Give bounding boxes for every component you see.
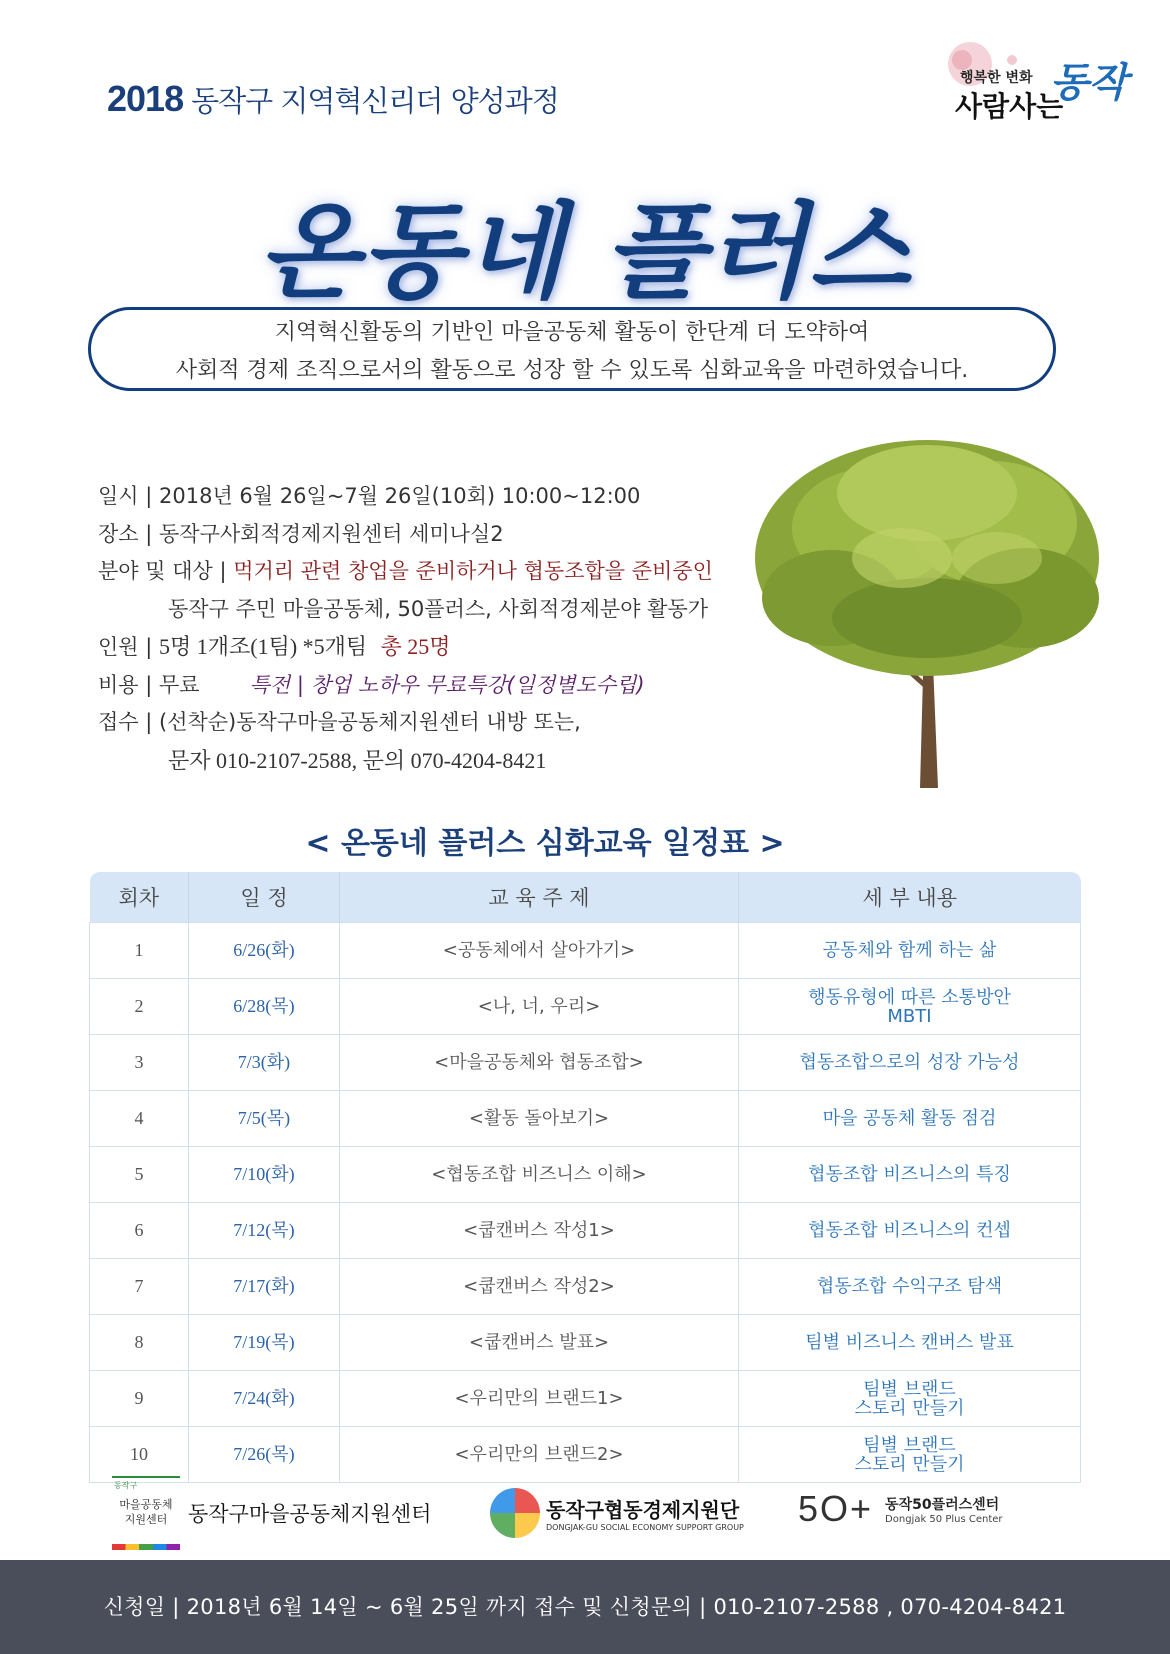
info-target [98,553,713,591]
course-name: 동작구 지역혁신리더 양성과정 [191,84,559,118]
row-topic: <나, 너, 우리> [340,979,739,1035]
row-topic: <쿱캔버스 작성2> [340,1259,739,1315]
row-round: 6 [90,1203,189,1259]
row-detail: 협동조합으로의 성장 가능성 [739,1035,1081,1091]
row-round: 4 [90,1091,189,1147]
row-date: 7/26(목) [189,1427,340,1483]
row-date: 7/3(화) [189,1035,340,1091]
row-round: 9 [90,1371,189,1427]
village-center-badge [112,1476,180,1550]
info-place [98,516,713,554]
intro-line-2: 사회적 경제 조직으로서의 활동으로 성장 할 수 있도록 심화교육을 마련하였습니다. [175,358,969,383]
coop-group-text [546,1494,744,1532]
header-detail: 세 부 내용 [739,872,1081,923]
intro-line-1: 지역혁신활동의 기반인 마을공동체 활동이 한단계 더 도약하여 [274,320,870,345]
table-row [90,923,1081,979]
row-topic: <쿱캔버스 작성1> [340,1203,739,1259]
tree-illustration [752,438,1112,788]
row-date: 7/5(목) [189,1091,340,1147]
row-round: 1 [90,923,189,979]
info-apply-label: 접수 | [98,710,159,734]
table-row [90,1259,1081,1315]
bottom-bar: 신청일 | 2018년 6월 14일 ~ 6월 25일 까지 접수 및 신청문의 | 010-2107-2588 , 070-4204-8421 [0,1560,1170,1654]
logo-brand-text: 동작 [1050,60,1128,106]
info-people [98,628,713,667]
info-cost [98,667,713,705]
coop-group-sub: DONGJAK-GU SOCIAL ECONOMY SUPPORT GROUP [546,1523,744,1532]
row-topic: <협동조합 비즈니스 이해> [340,1147,739,1203]
row-topic: <활동 돌아보기> [340,1091,739,1147]
row-detail: 협동조합 비즈니스의 특징 [739,1147,1081,1203]
logo-main-text: 사람사는 [955,90,1064,123]
footer-logos [110,1476,1070,1552]
row-round: 5 [90,1147,189,1203]
row-topic: <우리만의 브랜드1> [340,1371,739,1427]
schedule-title: < 온동네 플러스 심화교육 일정표 > [305,826,785,861]
row-topic: <마을공동체와 협동조합> [340,1035,739,1091]
intro-box [88,307,1056,391]
info-place-value: 동작구사회적경제지원센터 세미나실2 [159,521,504,546]
logo-small-text: 행복한 변화 [960,70,1033,86]
row-date: 6/26(화) [189,923,340,979]
row-detail: 협동조합 수익구조 탐색 [739,1259,1081,1315]
row-round: 8 [90,1315,189,1371]
info-cost-bonus: 특전 | 창업 노하우 무료특강(일정별도수립) [249,672,645,697]
info-people-value: 5명 1개조(1팀) *5개팀 [159,634,368,659]
main-title: 온동네 플러스 [258,191,912,313]
row-topic: <우리만의 브랜드2> [340,1427,739,1483]
50plus-mark: 5O+ [798,1488,874,1529]
header-topic: 교 육 주 제 [340,872,739,923]
row-date: 7/17(화) [189,1259,340,1315]
info-apply-value: (선착순)동작구마을공동체지원센터 내방 또는, [159,710,581,734]
row-round: 3 [90,1035,189,1091]
row-round: 2 [90,979,189,1035]
info-apply [98,704,713,742]
row-round: 7 [90,1259,189,1315]
info-cost-value: 무료 [159,672,200,697]
coop-group-mark [490,1488,540,1538]
info-date-label: 일시 | [98,484,159,508]
table-row [90,1371,1081,1427]
header-date: 일 정 [189,872,340,923]
table-row [90,979,1081,1035]
50plus-text [885,1494,1002,1525]
course-heading [107,78,559,120]
info-people-total: 총 25명 [380,634,451,659]
table-row [90,1147,1081,1203]
row-detail: 협동조합 비즈니스의 컨셉 [739,1203,1081,1259]
village-center-box: 마을공동체 지원센터 [119,1498,173,1526]
row-topic: <공동체에서 살아가기> [340,923,739,979]
logo-coop-group [490,1488,744,1538]
info-place-label: 장소 | [98,521,159,546]
row-detail: 공동체와 함께 하는 삶 [739,923,1081,979]
dongjak-logo [940,30,1140,140]
row-date: 7/10(화) [189,1147,340,1203]
row-date: 7/19(목) [189,1315,340,1371]
dongjak-logo-art [940,30,1140,140]
info-target-label: 분야 및 대상 | [98,559,234,583]
table-row [90,1427,1081,1483]
row-date: 7/24(화) [189,1371,340,1427]
info-people-label: 인원 | [98,635,159,659]
table-row [90,1035,1081,1091]
50plus-name: 동작50플러스센터 [885,1496,1000,1513]
table-header-row [90,872,1081,923]
row-detail: 행동유형에 따른 소통방안 MBTI [739,979,1081,1035]
info-date-value: 2018년 6월 26일~7월 26일(10회) 10:00~12:00 [159,484,641,508]
row-detail: 마을 공동체 활동 점검 [739,1091,1081,1147]
info-target-2: 동작구 주민 마을공동체, 50플러스, 사회적경제분야 활동가 [168,596,709,621]
info-date [98,478,713,516]
info-cost-label: 비용 | [98,672,159,697]
info-block [98,478,713,779]
50plus-sub: Dongjak 50 Plus Center [885,1513,1003,1525]
logo-village-center [112,1476,431,1550]
village-center-name: 동작구마을공동체지원센터 [188,1502,432,1526]
table-row [90,1203,1081,1259]
row-date: 6/28(목) [189,979,340,1035]
table-row [90,1091,1081,1147]
row-round: 10 [90,1427,189,1483]
schedule-table [89,872,1081,1483]
schedule-body [90,923,1081,1483]
village-center-top: 동작구 [114,1481,138,1490]
course-year: 2018 [107,78,184,119]
info-apply-2: 문자 010-2107-2588, 문의 070-4204-8421 [168,747,547,773]
table-row [90,1315,1081,1371]
header-round: 회차 [90,872,189,923]
logo-50plus [798,1488,1003,1530]
coop-group-name: 동작구협동경제지원단 [546,1498,740,1522]
row-topic: <쿱캔버스 발표> [340,1315,739,1371]
row-detail: 팀별 브랜드 스토리 만들기 [739,1427,1081,1483]
village-center-stripe [112,1544,180,1550]
row-detail: 팀별 브랜드 스토리 만들기 [739,1371,1081,1427]
row-date: 7/12(목) [189,1203,340,1259]
info-target-value: 먹거리 관련 창업을 준비하거나 협동조합을 준비중인 [233,559,713,583]
row-detail: 팀별 비즈니스 캔버스 발표 [739,1315,1081,1371]
